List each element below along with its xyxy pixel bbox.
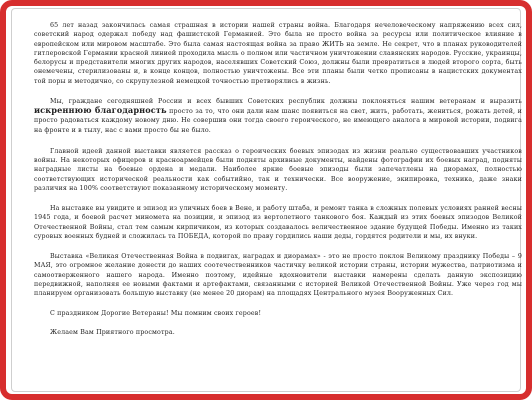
paragraph-intro: 65 лет назад закончилась самая страшная в истории нашей страны война. Благодаря нечеловеческому напряжению всех сил, советский народ одержал победу над фашистской Германией. Это была не просто война за ресурсы или политическое влияние в европейском или мировом масштабе. Это была самая настоящая война за право ЖИТЬ на земле. Не секрет, что в планах руководителей гитлеровской Германии красной линией проходила мысль о полном или частичном уничтожении славянских народов. Русские, украинцы, белорусы и представители многих других народов, населявших Советский Союз, должны были превратиться в людей второго сорта, быть онемечены, стерилизованы и, в конце концов, полностью уничтожены. Все эти планы были четко прописаны в нацистских документах той поры и методично, со скрупулезной немецкой точностью претворялись в жизнь. (34, 22, 522, 85)
paragraph-gratitude (34, 97, 522, 135)
greeting-line: С праздником Дорогие Ветераны! Мы помним своих героев! (50, 310, 262, 318)
text-panel (11, 8, 521, 392)
paragraph-exhibition: Выставка «Великая Отечественная Война в подвигах, наградах и диорамах» - это не просто поклон Великому празднику Победы – 9 МАЯ, это огромное желание донести до наших соотечественников частичку великой истории страны, истории мужества, патриотизма и самоотверженного нашего народа. Именно поэтому, идейные вдохновители выставки намерены сделать данную экспозицию передвижной, наполняя ее новыми фактами и артефактами, связанными с историей Великой Отечественной Войны. Уже через год мы планируем организовать большую выставку (не менее 20 диорам) на площадях Центрального музея Вооруженных Сил. (34, 253, 522, 297)
paragraph-episodes: На выставке вы увидите и эпизод из уличных боев в Вене, и работу штаба, и ремонт танка в сложных полевых условиях ранней весны 1945 года, и боевой расчет миномета на позиции, и эпизод из вертолетного танкового боя. Каждый из этих боевых эпизодов Великой Отечественной Войны, стал тем самым кирпичиком, из которых создавалось величественное здание будущей Победы. Именно из таких суровых военных будней и сложилась та ПОБЕДА, которой по праву гордились наши деды, гордятся родители и мы, их внуки. (34, 205, 522, 240)
gratitude-text-start: Мы, граждане сегодняшней России и всех бывших Советских республик должны поклоняться нашим ветеранам и выразить (50, 97, 522, 105)
gratitude-text-end: просто за то, что они дали нам шанс появиться на свет, жить, работать, жениться, рожать детей, и просто радоваться каждому новому дню. Не совершив они тогда своего героического, не имеющего аналога в мировой истории, подвига на фронте и в тылу, нас с вами просто бы не было. (34, 108, 522, 134)
paragraph-main-idea: Главной идеей данной выставки является рассказ о героических боевых эпизодах из жизни реально существовавших участников войны. На некоторых офицеров и красноармейцев были подняты архивные документы, найдены фотографии их боевых наград, подняты наградные листы на боевые ордена и медали. Наиболее яркие боевые эпизоды были запечатлены на диорамах, полностью соответствующих исторической реальности как событийно, так и технически. Все вооружение, экипировка, техника, даже знаки различия на 100% соответствуют показанному историческому моменту. (34, 147, 522, 192)
wish-line: Желаем Вам Приятного просмотра. (50, 328, 175, 336)
exhibition-text (34, 21, 522, 397)
gratitude-highlight: искреннюю благодарность (34, 105, 167, 115)
